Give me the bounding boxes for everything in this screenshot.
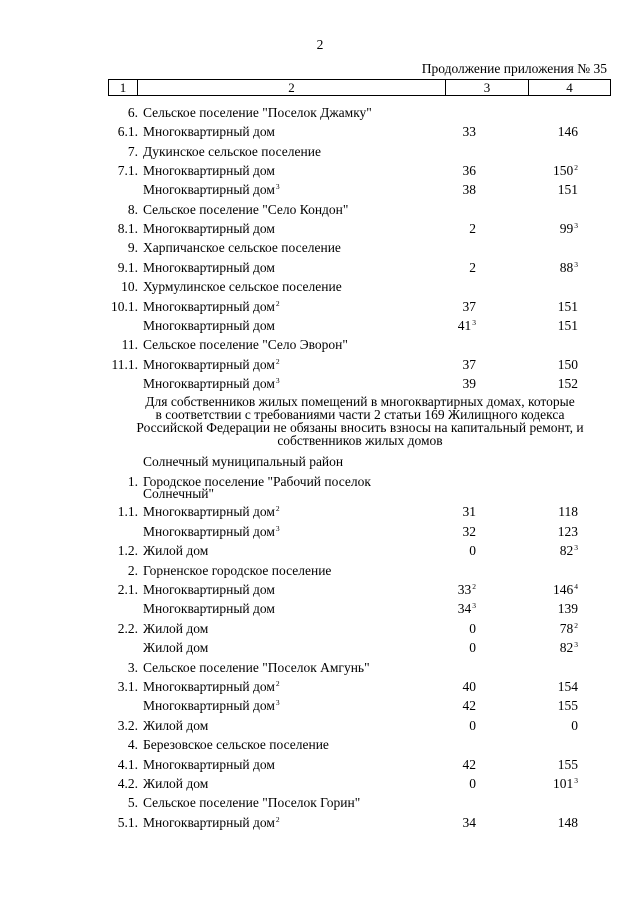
col4-value: $146^4$: [553, 582, 578, 597]
row-number: 1.: [127, 474, 138, 489]
row-name: Многоквартирный дом: [143, 317, 275, 333]
district-name: Солнечный муниципальный район: [143, 454, 344, 469]
row-name: Многоквартирный дом: [143, 259, 275, 275]
table-row: [0, 317, 640, 335]
table-row: [0, 756, 640, 774]
paragraph-line: Российской Федерации не обязаны вносить взносы на капитальный ремонт, и: [136, 420, 584, 435]
col4-value: 123: [557, 523, 578, 539]
table-row: [0, 697, 640, 715]
district-heading: [0, 453, 640, 471]
table-row: [0, 220, 640, 238]
appendix-title: Продолжение приложения № 35: [421, 61, 607, 76]
footnote-marker: 4: [574, 582, 578, 591]
col4-value: $150^2$: [553, 163, 578, 179]
row-name: Городское поселение "Рабочий поселок: [143, 474, 371, 489]
row-name: Горненское городское поселение: [143, 562, 332, 578]
table-row: [0, 375, 640, 393]
header-col-4: 4: [566, 80, 573, 95]
row-name: Харпичанское сельское поселение: [143, 240, 341, 256]
table-row: [0, 143, 640, 161]
paragraph-line: Для собственников жилых помещений в многоквартирных домах, которые: [145, 394, 575, 409]
footnote-marker: 3: [472, 601, 476, 611]
col3-value: 39: [462, 375, 476, 391]
col3-value: 0: [469, 620, 476, 636]
row-number: 10.: [121, 279, 138, 295]
col4-value: $82^3$: [559, 543, 578, 559]
footnote-marker: 2: [275, 298, 280, 308]
footnote-marker: 3: [275, 523, 280, 533]
table-row: [0, 356, 640, 374]
row-name: Хурмулинское сельское поселение: [143, 279, 342, 295]
row-name: Многоквартирный дом: [143, 756, 275, 772]
table-row: [0, 542, 640, 560]
col4-value: 151: [557, 182, 578, 198]
row-number: 2.: [127, 562, 138, 578]
col3-value: 0: [469, 543, 476, 559]
footnote-marker: 3: [574, 543, 578, 553]
col3-value: 34: [462, 814, 476, 830]
footnote-marker: 3: [574, 259, 578, 269]
row-name: Многоквартирный дом$^3$: [143, 182, 280, 198]
row-number: 6.1.: [117, 124, 138, 140]
table-row: [0, 659, 640, 677]
row-name: Многоквартирный дом$^2$: [143, 356, 280, 372]
footnote-marker: 2: [472, 582, 476, 591]
footnote-marker: 3: [574, 640, 578, 650]
table-row: [0, 581, 640, 599]
col4-value: 139: [557, 601, 578, 617]
table-row: [0, 736, 640, 754]
col3-value: 0: [469, 640, 476, 656]
table-header: [108, 79, 611, 96]
table-row: [0, 814, 640, 832]
footnote-marker: 3: [275, 182, 280, 192]
row-name: Сельское поселение "Село Эворон": [143, 337, 348, 353]
row-name: Жилой дом: [143, 620, 209, 636]
row-name: Многоквартирный дом: [143, 163, 275, 179]
table-row: [0, 123, 640, 141]
table-row: [0, 104, 640, 122]
row-number: 4.2.: [117, 776, 138, 791]
table-row: [0, 259, 640, 277]
col4-value: 0: [571, 717, 578, 733]
col4-value: $82^3$: [559, 640, 578, 656]
paragraph-line: собственников жилых домов: [277, 433, 443, 448]
col3-value: 40: [462, 679, 476, 694]
table-row: [0, 794, 640, 812]
row-name: Сельское поселение "Село Кондон": [143, 201, 349, 217]
col3-value: $33^2$: [457, 582, 476, 597]
footnote-marker: 2: [275, 814, 280, 824]
table-row: [0, 775, 640, 793]
footnote-marker: 2: [574, 620, 578, 630]
col4-value: 150: [557, 356, 578, 372]
row-name: Жилой дом: [143, 717, 209, 733]
row-name: Многоквартирный дом: [143, 601, 275, 617]
table-row: [0, 298, 640, 316]
row-name: Многоквартирный дом$^3$: [143, 375, 280, 391]
col3-value: 0: [469, 776, 476, 791]
table-row: [0, 336, 640, 354]
col3-value: 42: [462, 756, 476, 772]
footnote-marker: 2: [275, 504, 280, 514]
col3-value: 2: [469, 221, 476, 237]
row-name: Сельское поселение "Поселок Горин": [143, 795, 361, 811]
table-row: [0, 620, 640, 638]
col4-value: $99^3$: [559, 221, 578, 237]
row-number: 8.1.: [117, 221, 138, 237]
paragraph-line: в соответствии с требованиями части 2 статьи 169 Жилищного кодекса: [155, 407, 565, 422]
col4-value: 155: [557, 698, 578, 714]
row-name: Многоквартирный дом$^3$: [143, 698, 280, 714]
header-col-2: 2: [138, 80, 446, 95]
row-number: 3.2.: [117, 717, 138, 733]
col4-value: 118: [558, 504, 578, 520]
col3-value: $41^3$: [457, 317, 476, 333]
row-name: Жилой дом: [143, 640, 209, 656]
table-row: [0, 639, 640, 657]
row-name: Дукинское сельское поселение: [143, 143, 321, 159]
row-name: Многоквартирный дом$^2$: [143, 814, 280, 830]
row-name: Многоквартирный дом$^2$: [143, 679, 280, 694]
row-number: 2.1.: [117, 582, 138, 597]
row-number: 2.2.: [117, 620, 138, 636]
row-name: Многоквартирный дом$^2$: [143, 298, 280, 314]
footnote-marker: 3: [275, 375, 280, 385]
footnote-marker: 3: [275, 698, 280, 708]
row-number: 6.: [127, 105, 138, 120]
col4-value: 151: [557, 298, 578, 314]
row-number: 8.: [127, 201, 138, 217]
row-name: Жилой дом: [143, 776, 209, 791]
page-number: 2: [316, 37, 324, 52]
table-row: [0, 162, 640, 180]
footnote-marker: 3: [472, 317, 476, 327]
col3-value: $34^3$: [457, 601, 476, 617]
row-number: 3.1.: [117, 679, 138, 694]
col4-value: $78^2$: [559, 620, 578, 636]
table-row: [0, 600, 640, 618]
col3-value: 37: [462, 356, 476, 372]
col4-value: 152: [557, 375, 578, 391]
col4-value: 146: [557, 124, 578, 140]
col4-value: 154: [557, 679, 578, 694]
row-number: 10.1.: [111, 298, 138, 314]
table-row: [0, 503, 640, 521]
row-name: Сельское поселение "Поселок Амгунь": [143, 659, 370, 675]
row-name-cont: Солнечный": [143, 486, 215, 501]
table-row: [0, 473, 640, 501]
col3-value: 38: [462, 182, 476, 198]
table-row: [0, 717, 640, 735]
row-number: 5.1.: [117, 814, 138, 830]
col3-value: 0: [469, 717, 476, 733]
footnote-marker: 3: [574, 221, 578, 231]
col3-value: 2: [469, 259, 476, 275]
row-name: Березовское сельское поселение: [143, 737, 329, 753]
footnote-marker: 3: [574, 776, 578, 785]
table-row: [0, 278, 640, 296]
col3-value: 42: [462, 698, 476, 714]
footnote-marker: 2: [275, 679, 280, 688]
table-row: [0, 523, 640, 541]
col4-value: $101^3$: [553, 776, 578, 791]
table-row: [0, 562, 640, 580]
table-row: [0, 239, 640, 257]
col4-value: 155: [557, 756, 578, 772]
row-name: Жилой дом: [143, 543, 209, 559]
col3-value: 31: [462, 504, 476, 520]
row-number: 9.1.: [117, 259, 138, 275]
row-name: Многоквартирный дом: [143, 124, 275, 140]
row-number: 1.1.: [117, 504, 138, 520]
header-col-1: 1: [109, 80, 138, 95]
row-name: Многоквартирный дом$^2$: [143, 504, 280, 520]
row-number: 1.2.: [117, 543, 138, 559]
header-col-3: 3: [446, 80, 529, 95]
row-number: 4.: [127, 737, 138, 753]
col4-value: 151: [557, 317, 578, 333]
row-number: 4.1.: [117, 756, 138, 772]
paragraph: [104, 395, 616, 447]
row-number: 3.: [127, 659, 138, 675]
table-row: [0, 678, 640, 696]
row-number: 5.: [127, 795, 138, 811]
row-number: 7.1.: [117, 163, 138, 179]
table-row: [0, 201, 640, 219]
col3-value: 33: [462, 124, 476, 140]
footnote-marker: 2: [275, 356, 280, 366]
row-name: Многоквартирный дом: [143, 582, 275, 597]
col4-value: $88^3$: [559, 259, 578, 275]
row-number: 7.: [127, 143, 138, 159]
row-name: Многоквартирный дом$^3$: [143, 523, 280, 539]
col3-value: 36: [462, 163, 476, 179]
row-name: Многоквартирный дом: [143, 221, 275, 237]
row-number: 11.1.: [111, 356, 138, 372]
col3-value: 32: [462, 523, 476, 539]
table-row: [0, 181, 640, 199]
row-number: 9.: [127, 240, 138, 256]
row-name: Сельское поселение "Поселок Джамку": [143, 105, 372, 120]
col3-value: 37: [462, 298, 476, 314]
row-number: 11.: [121, 337, 138, 353]
col4-value: 148: [557, 814, 578, 830]
footnote-marker: 2: [574, 163, 578, 173]
